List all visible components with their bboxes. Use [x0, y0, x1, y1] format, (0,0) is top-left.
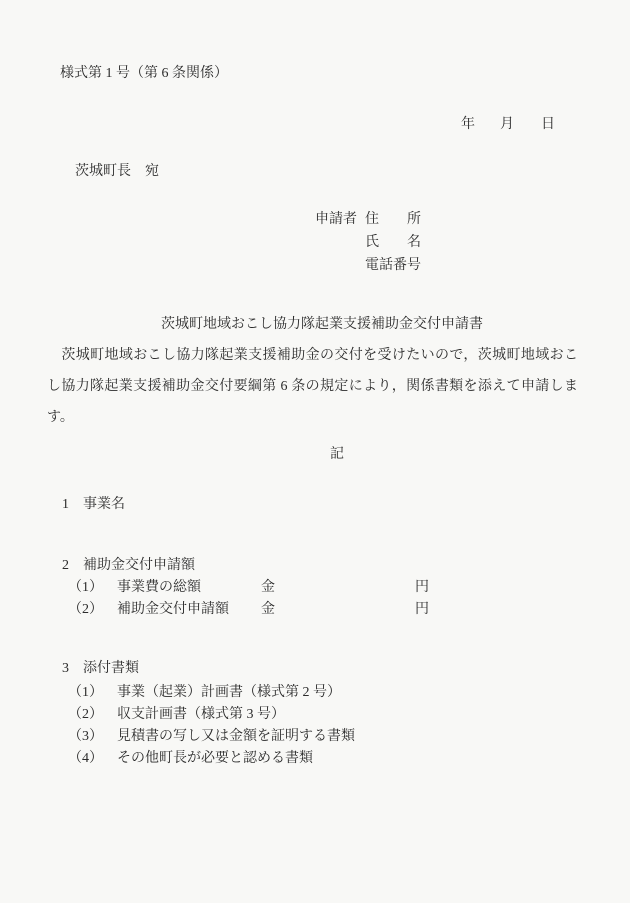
- attachment-row-4-label: その他町長が必要と認める書類: [117, 751, 313, 766]
- section-2: [62, 558, 195, 574]
- section-2-title: 補助金交付申請額: [83, 558, 195, 573]
- addressee-line: [0, 164, 630, 212]
- section-2-number: 2: [62, 558, 69, 573]
- attachment-row-4-number: （4）: [68, 751, 103, 766]
- attachment-row-2-label: 収支計画書（様式第 3 号）: [117, 707, 285, 722]
- section-3: [62, 661, 139, 677]
- form-number-line: [0, 66, 630, 114]
- date-month-label: 月: [500, 117, 514, 132]
- section-3-number: 3: [62, 661, 69, 676]
- attachment-row-2-number: （2）: [68, 707, 103, 722]
- attachment-row-3-number: （3）: [68, 729, 103, 744]
- record-marker-line: [30, 431, 630, 479]
- applicant-phone-line: [0, 258, 630, 306]
- form-number: 様式第 1 号（第 6 条関係）: [60, 66, 228, 81]
- applicant-phone-label: 電話番号: [365, 258, 421, 273]
- section-1-title: 事業名: [83, 497, 125, 512]
- attachment-row-1-number: （1）: [68, 685, 103, 700]
- date-year-label: 年: [461, 117, 475, 132]
- amount-row-total-label: 事業費の総額: [117, 580, 201, 595]
- date-day-label: 日: [541, 117, 555, 132]
- applicant-address-label: 住 所: [365, 212, 421, 227]
- section-3-title: 添付書類: [83, 661, 139, 676]
- body-paragraph: 茨城町地域おこし協力隊起業支援補助金の交付を受けたいので，茨城町地域おこし協力隊起業支援補助金交付要綱第 6 条の規定により，関係書類を添えて申請します。: [47, 348, 578, 425]
- amount-row-requested-currency-suffix: 円: [415, 602, 429, 617]
- section-1-number: 1: [62, 497, 69, 512]
- amount-row-total-currency-prefix: 金: [261, 580, 275, 595]
- amount-row-total-currency-suffix: 円: [415, 580, 429, 595]
- amount-row-requested-currency-prefix: 金: [261, 602, 275, 617]
- amount-row-requested-number: （2）: [68, 602, 103, 617]
- section-1-heading: [0, 497, 630, 545]
- applicant-name-label: 氏 名: [365, 235, 421, 250]
- attachment-row-1-label: 事業（起業）計画書（様式第 2 号）: [117, 685, 341, 700]
- amount-row-total-number: （1）: [68, 580, 103, 595]
- attachment-row-4: [0, 751, 630, 815]
- addressee: 茨城町長 宛: [75, 164, 159, 179]
- attachment-row-3-label: 見積書の写し又は金額を証明する書類: [117, 729, 355, 744]
- amount-row-requested-label: 補助金交付申請額: [117, 602, 229, 617]
- applicant-label: 申請者: [315, 212, 357, 227]
- record-marker: 記: [330, 447, 344, 462]
- section-1: [62, 497, 125, 513]
- document-title: 茨城町地域おこし協力隊起業支援補助金交付申請書: [161, 317, 483, 332]
